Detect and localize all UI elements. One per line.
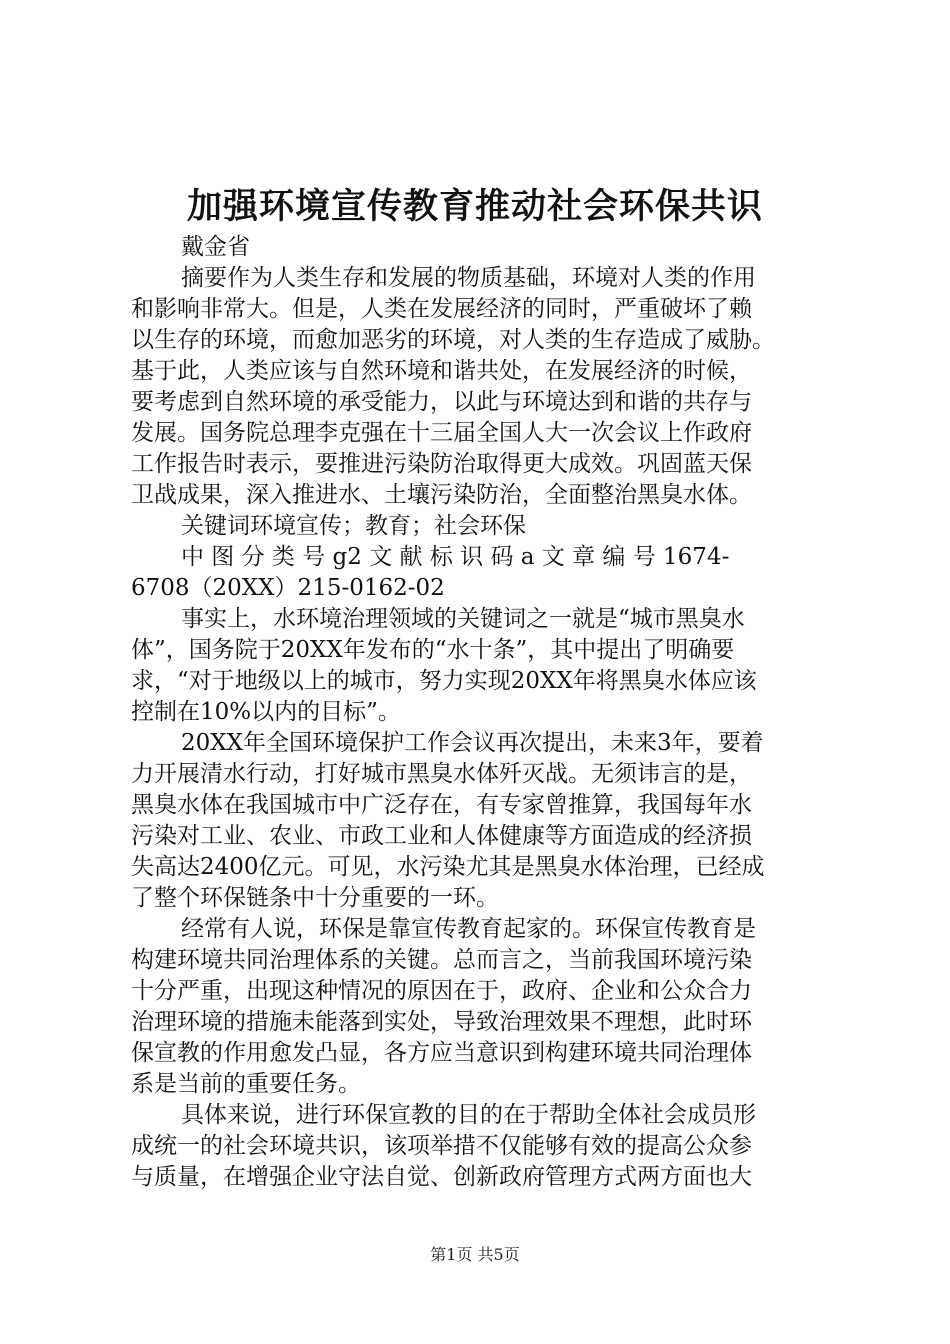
text-line: 黑臭水体在我国城市中广泛存在，有专家曾推算，我国每年水	[131, 792, 752, 818]
document-title: 加强环境宣传教育推动社会环保共识	[186, 186, 763, 227]
text-line: 以生存的环境，而愈加恶劣的环境，对人类的生存造成了威胁。	[131, 327, 775, 353]
text-line: 治理环境的措施未能落到实处，导致治理效果不理想，此时环	[131, 1009, 752, 1035]
text-line: 经常有人说，环保是靠宣传教育起家的。环保宣传教育是	[181, 916, 756, 942]
text-line: 保宣教的作用愈发凸显，各方应当意识到构建环境共同治理体	[131, 1040, 752, 1066]
text-line: 和影响非常大。但是，人类在发展经济的同时，严重破坏了赖	[131, 296, 752, 322]
text-line: 体”，国务院于20XX年发布的“水十条”，其中提出了明确要	[131, 637, 735, 663]
text-line: 成统一的社会环境共识，该项举措不仅能够有效的提高公众参	[131, 1133, 752, 1159]
page-footer: 第1页 共5页	[430, 1245, 520, 1264]
text-line: 工作报告时表示，要推进污染防治取得更大成效。巩固蓝天保	[131, 451, 752, 477]
text-line: 要考虑到自然环境的承受能力，以此与环境达到和谐的共存与	[131, 389, 752, 415]
text-line: 卫战成果，深入推进水、土壤污染防治，全面整治黑臭水体。	[131, 482, 752, 508]
document-body	[131, 232, 831, 1193]
text-line: 构建环境共同治理体系的关键。总而言之，当前我国环境污染	[131, 947, 752, 973]
text-line: 求，“对于地级以上的城市，努力实现20XX年将黑臭水体应该	[131, 668, 757, 694]
text-line: 关键词环境宣传；教育；社会环保	[181, 513, 526, 539]
text-line: 摘要作为人类生存和发展的物质基础，环境对人类的作用	[181, 265, 756, 291]
text-line: 与质量，在增强企业守法自觉、创新政府管理方式两方面也大	[131, 1164, 752, 1190]
text-line: 基于此，人类应该与自然环境和谐共处，在发展经济的时候，	[131, 358, 752, 384]
text-line: 了整个环保链条中十分重要的一环。	[131, 885, 499, 911]
text-line: 系是当前的重要任务。	[131, 1071, 361, 1097]
text-line: 污染对工业、农业、市政工业和人体健康等方面造成的经济损	[131, 823, 752, 849]
text-line: 失高达2400亿元。可见，水污染尤其是黑臭水体治理，已经成	[131, 854, 765, 880]
text-line: 6708（20XX）215-0162-02	[131, 575, 445, 601]
text-line: 十分严重，出现这种情况的原因在于，政府、企业和公众合力	[131, 978, 752, 1004]
author-line: 戴金省	[181, 234, 250, 260]
text-line: 具体来说，进行环保宣教的目的在于帮助全体社会成员形	[181, 1102, 756, 1128]
text-line: 力开展清水行动，打好城市黑臭水体歼灭战。无须讳言的是，	[131, 761, 752, 787]
text-line: 发展。国务院总理李克强在十三届全国人大一次会议上作政府	[131, 420, 752, 446]
text-line: 控制在10%以内的目标”。	[131, 699, 401, 725]
text-line: 20XX年全国环境保护工作会议再次提出，未来3年，要着	[181, 730, 764, 756]
text-line: 事实上，水环境治理领域的关键词之一就是“城市黑臭水	[181, 606, 745, 632]
text-line: 中 图 分 类 号 g2 文 献 标 识 码 a 文 章 编 号 1674-	[181, 544, 730, 570]
